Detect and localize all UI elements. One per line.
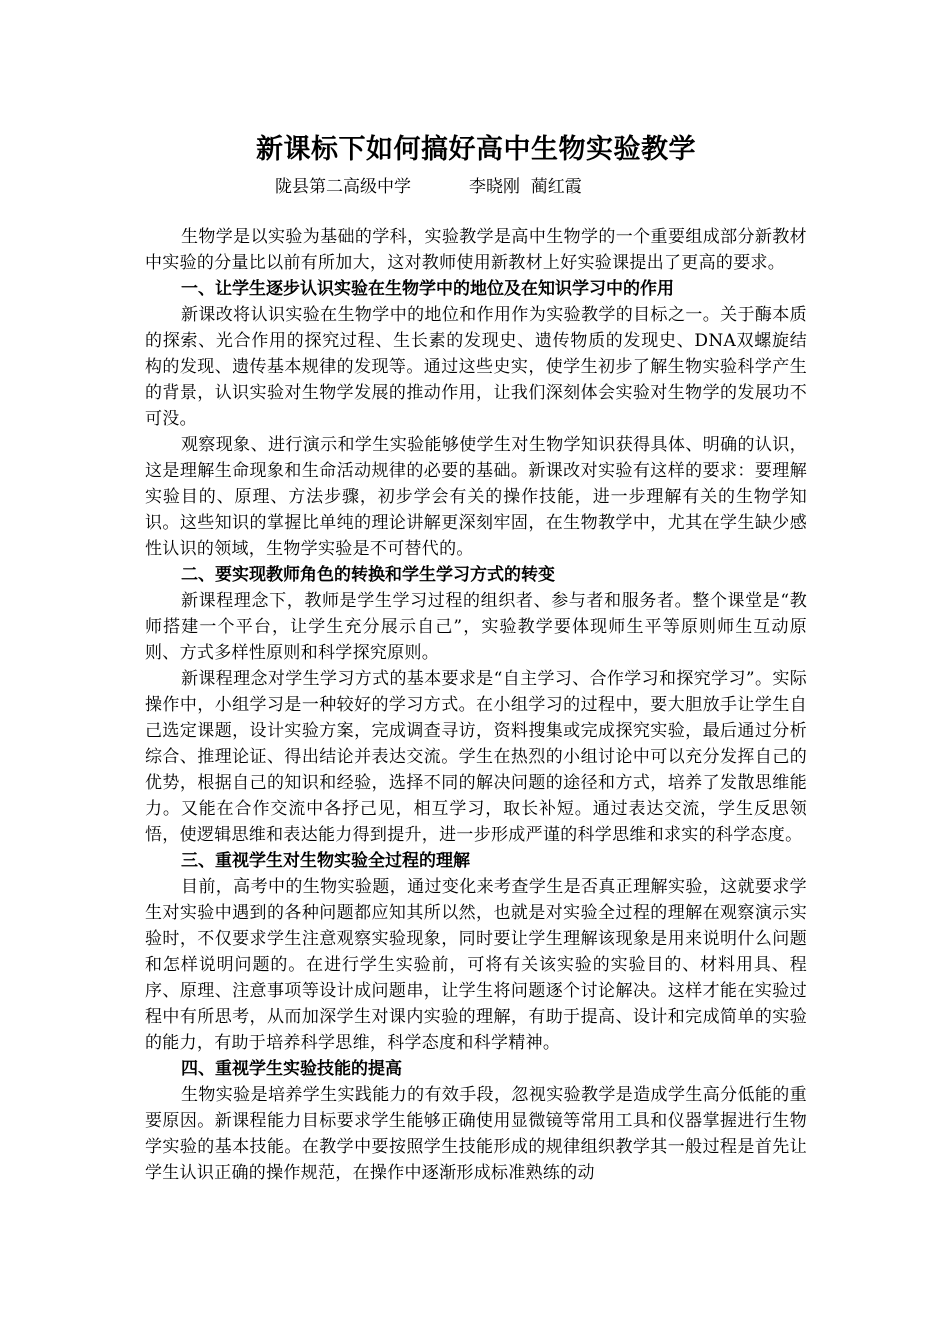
school-name: 陇县第二高级中学	[275, 177, 411, 197]
section-4-heading: 四、重视学生实验技能的提高	[181, 1059, 402, 1079]
section-1-heading: 一、让学生逐步认识实验在生物学中的地位及在知识学习中的作用	[181, 279, 674, 299]
section-2-paragraph-1: 新课程理念下，教师是学生学习过程的组织者、参与者和服务者。整个课堂是“教师搭建一个平台，让学生充分展示自己”，实验教学要体现师生平等原则师生互动原则、方式多样性原则和科学探究原则。	[145, 591, 807, 663]
section-1-paragraph-2: 观察现象、进行演示和学生实验能够使学生对生物学知识获得具体、明确的认识，这是理解生命现象和生命活动规律的必要的基础。新课改对实验有这样的要求：要理解实验目的、原理、方法步骤，初步学会有关的操作技能，进一步理解有关的生物学知识。这些知识的掌握比单纯的理论讲解更深刻牢固，在生物教学中，尤其在学生缺少感性认识的领域，生物学实验是不可替代的。	[145, 435, 807, 559]
intro-paragraph: 生物学是以实验为基础的学科，实验教学是高中生物学的一个重要组成部分新教材中实验的分量比以前有所加大，这对教师使用新教材上好实验课提出了更高的要求。	[145, 227, 807, 273]
section-4-paragraph-1: 生物实验是培养学生实践能力的有效手段，忽视实验教学是造成学生高分低能的重要原因。新课程能力目标要求学生能够正确使用显微镜等常用工具和仪器掌握进行生物学实验的基本技能。在教学中要按照学生技能形成的规律组织教学其一般过程是首先让学生认识正确的操作规范，在操作中逐渐形成标准熟练的动	[145, 1085, 807, 1183]
section-3-paragraph-1: 目前，高考中的生物实验题，通过变化来考查学生是否真正理解实验，这就要求学生对实验中遇到的各种问题都应知其所以然，也就是对实验全过程的理解在观察演示实验时，不仅要求学生注意观察实验现象，同时要让学生理解该现象是用来说明什么问题和怎样说明问题的。在进行学生实验前，可将有关该实验的实验目的、材料用具、程序、原理、注意事项等设计成问题串，让学生将问题逐个讨论解决。这样才能在实验过程中有所思考，从而加深学生对课内实验的理解，有助于提高、设计和完成简单的实验的能力，有助于培养科学思维，科学态度和科学精神。	[145, 877, 807, 1053]
document-page	[145, 130, 807, 1186]
byline	[145, 174, 807, 200]
section-1-paragraph-1: 新课改将认识实验在生物学中的地位和作用作为实验教学的目标之一。关于酶本质的探索、光合作用的探究过程、生长素的发现史、遗传物质的发现史、DNA双螺旋结构的发现、遗传基本规律的发现等。通过这些史实，使学生初步了解生物实验科学产生的背景，认识实验对生物学发展的推动作用，让我们深刻体会实验对生物学的发展功不可没。	[145, 305, 807, 429]
section-3-heading: 三、重视学生对生物实验全过程的理解	[181, 851, 470, 871]
author-names: 李晓刚 蔺红霞	[469, 177, 582, 197]
section-2-heading: 二、要实现教师角色的转换和学生学习方式的转变	[181, 565, 555, 585]
document-title: 新课标下如何搞好高中生物实验教学	[256, 134, 696, 165]
section-2-paragraph-2: 新课程理念对学生学习方式的基本要求是“自主学习、合作学习和探究学习”。实际操作中，小组学习是一种较好的学习方式。在小组学习的过程中，要大胆放手让学生自己选定课题，设计实验方案，完成调查寻访，资料搜集或完成探究实验，最后通过分析综合、推理论证、得出结论并表达交流。学生在热烈的小组讨论中可以充分发挥自己的优势，根据自己的知识和经验，选择不同的解决问题的途径和方式，培养了发散思维能力。又能在合作交流中各抒己见，相互学习，取长补短。通过表达交流，学生反思领悟，使逻辑思维和表达能力得到提升，进一步形成严谨的科学思维和求实的科学态度。	[145, 669, 807, 845]
